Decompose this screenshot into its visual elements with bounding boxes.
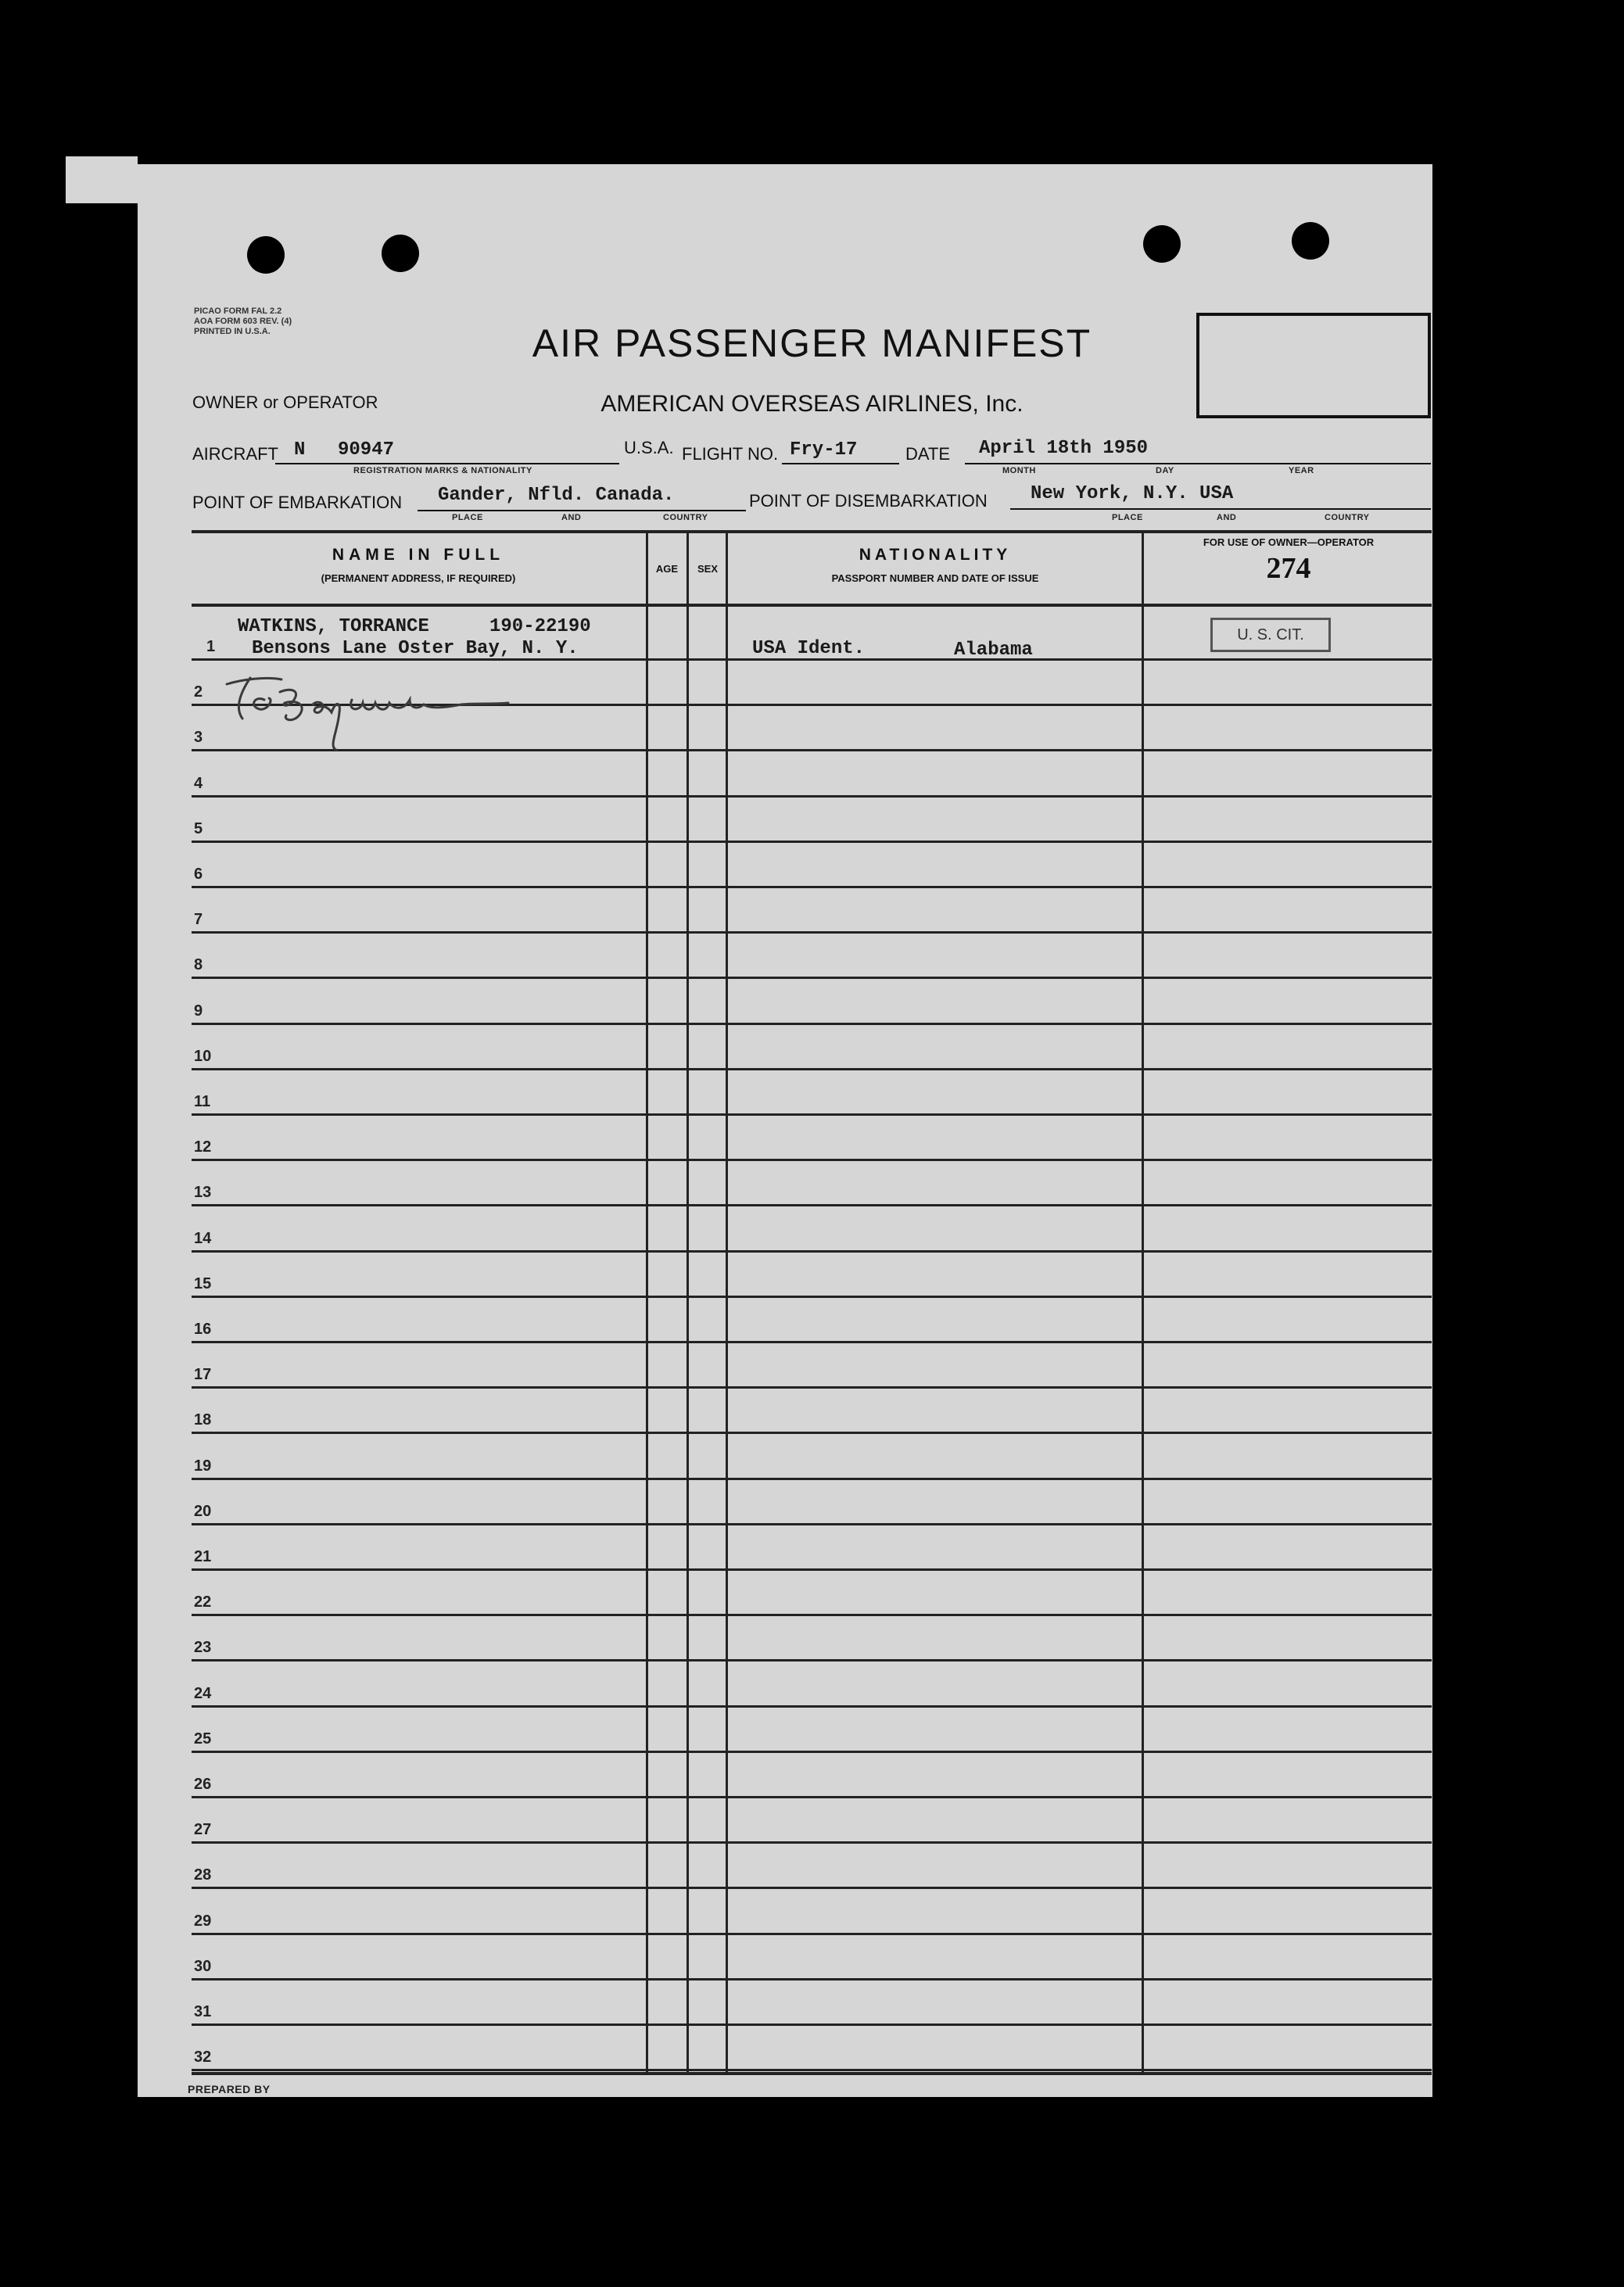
aircraft-sub: REGISTRATION MARKS & NATIONALITY (353, 466, 532, 475)
embark-sub-country: COUNTRY (663, 513, 708, 522)
row-rule (192, 886, 1432, 888)
col-owner-title: FOR USE OF OWNER—OPERATOR (1203, 536, 1375, 548)
row-number: 16 (194, 1321, 212, 1338)
row-rule (192, 931, 1432, 934)
row-number: 15 (194, 1275, 212, 1292)
row-rule (192, 1751, 1432, 1753)
row-rule (192, 1614, 1432, 1616)
owner-label: OWNER or OPERATOR (192, 393, 378, 412)
row-rule (192, 1432, 1432, 1434)
row-number: 5 (194, 820, 203, 837)
passenger-nationality: USA Ident. (752, 638, 866, 659)
row-rule (192, 1023, 1432, 1025)
row-number: 14 (194, 1230, 212, 1247)
row-number: 13 (194, 1184, 212, 1201)
row-rule (192, 1887, 1432, 1889)
row-number: 18 (194, 1411, 212, 1428)
row-rule (192, 1568, 1432, 1571)
embark-underline (418, 510, 746, 511)
citizen-stamp: U. S. CIT. (1210, 618, 1331, 652)
row-number: 24 (194, 1685, 212, 1702)
row-number: 12 (194, 1138, 212, 1156)
col-nationality-sub: PASSPORT NUMBER AND DATE OF ISSUE (831, 572, 1039, 584)
passenger-address: Bensons Lane Oster Bay, N. Y. (252, 638, 579, 659)
row-rule (192, 1659, 1432, 1661)
punch-hole (382, 235, 419, 272)
row-rule (192, 1523, 1432, 1525)
punch-hole (1292, 222, 1329, 260)
passenger-name: WATKINS, TORRANCE (238, 616, 429, 637)
row-number: 10 (194, 1048, 212, 1065)
flight-value: Fry-17 (790, 439, 858, 461)
row-rule (192, 1204, 1432, 1206)
embark-sub-place: PLACE (452, 513, 483, 522)
handwritten-signature (219, 669, 532, 755)
row-number: 23 (194, 1639, 212, 1656)
row-number: 1 (206, 638, 216, 655)
prepared-by-label: PREPARED BY (188, 2083, 271, 2095)
usa-label: U.S.A. (624, 438, 674, 457)
col-name-title: NAME IN FULL (332, 546, 505, 564)
row-number: 20 (194, 1503, 212, 1520)
col-age-header: AGE (655, 563, 679, 575)
date-sub-day: DAY (1156, 466, 1174, 475)
row-number: 11 (194, 1093, 211, 1110)
row-number: 7 (194, 911, 203, 928)
row-number: 2 (194, 683, 203, 701)
row-rule (192, 841, 1432, 843)
date-sub-month: MONTH (1002, 466, 1036, 475)
table-top-rule (192, 530, 1432, 533)
row-number: 9 (194, 1002, 203, 1020)
flight-underline (782, 463, 899, 464)
aircraft-underline (275, 463, 619, 464)
col-sex-header: SEX (697, 563, 718, 575)
row-number: 29 (194, 1912, 212, 1930)
row-rule (192, 1705, 1432, 1708)
row-rule (192, 1159, 1432, 1161)
passenger-ticket: 190-22190 (489, 616, 591, 637)
disembark-value: New York, N.Y. USA (1031, 483, 1234, 504)
date-sub-year: YEAR (1289, 466, 1314, 475)
row-number: 3 (194, 729, 203, 746)
aircraft-value: 90947 (338, 439, 395, 461)
row-rule (192, 1113, 1432, 1116)
airline-name: AMERICAN OVERSEAS AIRLINES, Inc. (600, 391, 1024, 417)
row-number: 6 (194, 866, 203, 883)
row-rule (192, 1386, 1432, 1389)
torn-corner (66, 156, 138, 203)
row-number: 28 (194, 1866, 212, 1884)
col-nationality-header (729, 546, 1142, 584)
form-id-line: AOA FORM 603 REV. (4) (194, 317, 292, 326)
row-rule (192, 1478, 1432, 1480)
punch-hole (247, 236, 285, 274)
row-rule (192, 1341, 1432, 1343)
row-number: 21 (194, 1548, 212, 1565)
table-header-rule (192, 604, 1432, 607)
row-number: 27 (194, 1821, 212, 1838)
date-label: DATE (905, 444, 951, 464)
aircraft-label: AIRCRAFT (192, 444, 278, 464)
row-rule (192, 795, 1432, 798)
row-rule (192, 1068, 1432, 1070)
punch-hole (1143, 225, 1181, 263)
row-number: 17 (194, 1366, 212, 1383)
embark-sub-and: AND (561, 513, 582, 522)
row-number: 32 (194, 2049, 212, 2066)
row-number: 30 (194, 1958, 212, 1975)
stamp-box (1196, 313, 1431, 418)
row-number: 31 (194, 2003, 212, 2020)
row-rule (192, 1250, 1432, 1253)
row-number: 25 (194, 1730, 212, 1748)
col-nationality-title: NATIONALITY (859, 546, 1012, 564)
disembark-sub-and: AND (1217, 513, 1237, 522)
embark-value: Gander, Nfld. Canada. (438, 485, 675, 506)
row-number: 19 (194, 1457, 212, 1475)
row-rule (192, 1296, 1432, 1298)
aircraft-prefix: N (294, 439, 306, 461)
row-rule (192, 977, 1432, 979)
row-rule (192, 1841, 1432, 1844)
disembark-underline (1010, 508, 1431, 510)
col-name-sub: (PERMANENT ADDRESS, IF REQUIRED) (321, 572, 516, 584)
row-number: 8 (194, 956, 203, 973)
manifest-sheet (138, 164, 1432, 2097)
row-number: 26 (194, 1776, 212, 1793)
row-rule (192, 2024, 1432, 2026)
row-rule (192, 2069, 1432, 2071)
owner-number: 274 (1266, 552, 1311, 585)
embark-label: POINT OF EMBARKATION (192, 493, 403, 512)
row-rule (192, 1933, 1432, 1935)
col-owner-header (1145, 536, 1432, 586)
disembark-sub-place: PLACE (1112, 513, 1143, 522)
disembark-sub-country: COUNTRY (1325, 513, 1370, 522)
flight-label: FLIGHT NO. (682, 444, 779, 464)
row-rule (192, 1978, 1432, 1981)
row-rule (192, 1796, 1432, 1798)
passenger-issued: Alabama (954, 640, 1033, 661)
row-number: 4 (194, 775, 203, 792)
table-bottom-rule (192, 2072, 1432, 2075)
form-id-line: PICAO FORM FAL 2.2 (194, 306, 282, 316)
date-underline (965, 463, 1431, 464)
col-name-header (192, 546, 645, 584)
form-title: AIR PASSENGER MANIFEST (532, 321, 1092, 365)
date-value: April 18th 1950 (979, 438, 1149, 459)
form-id-line: PRINTED IN U.S.A. (194, 327, 271, 336)
disembark-label: POINT OF DISEMBARKATION (749, 491, 988, 511)
row-number: 22 (194, 1593, 212, 1611)
